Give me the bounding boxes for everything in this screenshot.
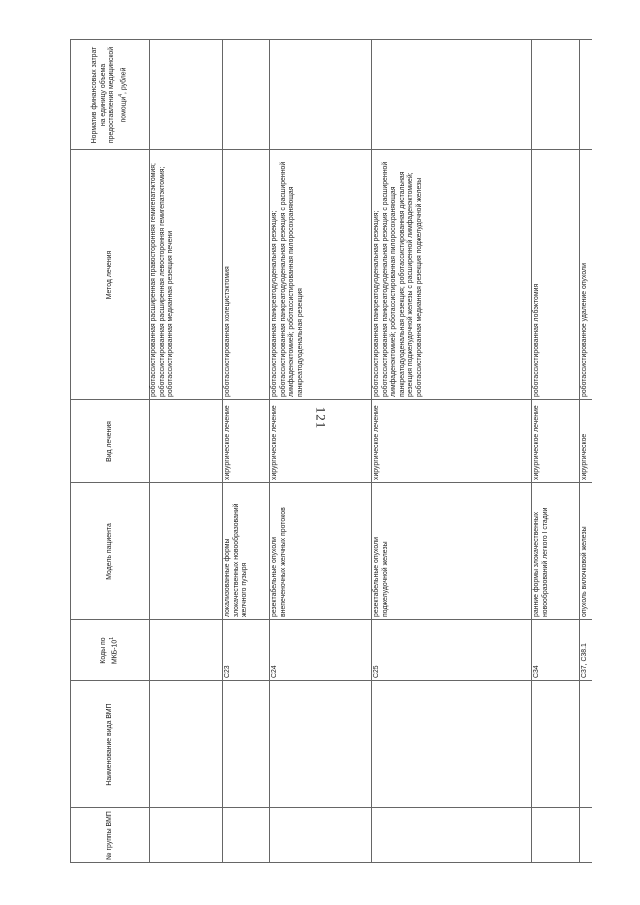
- cell-model: локализованные формы злокачественных новообразований желчного пузыря: [224, 503, 249, 617]
- table-row: [148, 40, 223, 863]
- cell-type: хирургическое лечение: [224, 405, 231, 480]
- cell-model: резектабельные опухоли поджелудочной железы: [373, 537, 389, 617]
- cell-model: опухоль вилочковой железы: [581, 526, 588, 617]
- cell-type: хирургическое: [581, 433, 588, 480]
- cell-code: [148, 620, 222, 681]
- table-row: [222, 40, 270, 863]
- header-model: Модель пациента: [105, 523, 113, 580]
- cell-model: резектабельные опухоли внепеченочных желчных протоков: [271, 507, 287, 617]
- cell-method: роботассистированная панкреатодуоденальная резекция; роботассистированная панкреатодуоденальная резекция с расширенной лимфаденэктомией; роботассистированная пилоросохраняющая панкреатодуоденальная резекция; роботассистированная дистальная резекция поджелудочной железы с расширенной лимфаденэктомией; роботассистированная медианная резекция поджелудочной железы: [373, 161, 423, 397]
- header-norm: Норматив финансовых затрат на единицу объема предоставления медицинской помощи$^4$, рублей: [91, 46, 128, 144]
- cell-method: роботассистированное удаление опухоли: [581, 263, 588, 397]
- table-row: [579, 40, 592, 863]
- cell-code: C25: [373, 665, 380, 678]
- header-codes: Коды по МКБ-$10^1$: [99, 636, 119, 665]
- cell-method: роботассистированная расширенная правосторонняя гемигепатэктомия; роботассистированная расширенная левосторонняя гемигепатэктомия; роботассистированная медианная резекция печени: [150, 163, 175, 397]
- cell-code: C34: [533, 665, 540, 678]
- cell-type: хирургическое лечение: [271, 405, 278, 480]
- cell-model: [148, 483, 222, 620]
- page-number-text: 121: [313, 406, 328, 430]
- table-header-row: [70, 40, 150, 863]
- table-row: [269, 40, 372, 863]
- header-name: Наименование вида ВМП: [105, 703, 113, 786]
- header-num: № группы ВМП: [105, 811, 113, 860]
- cell-code: C37, C38.1: [581, 643, 588, 678]
- cell-type: хирургическое лечение: [373, 405, 380, 480]
- table-row: [371, 40, 532, 863]
- cell-code: C23: [224, 665, 231, 678]
- cell-model: ранние формы злокачественных новообразований легкого I стадии: [533, 507, 549, 617]
- cell-method: роботассистированная холецистэктомия: [224, 266, 231, 397]
- rotated-table: [70, 40, 592, 863]
- cell-type: хирургическое лечение: [533, 405, 540, 480]
- cell-method: роботассистированная лобэктомия: [533, 283, 540, 397]
- cell-code: C24: [271, 665, 278, 678]
- header-type: Вид лечения: [105, 421, 113, 462]
- cell-type: [148, 400, 222, 483]
- table-row: [531, 40, 580, 863]
- cell-method: роботассистированная панкреатодуоденальная резекция; роботассистированная панкреатодуоденальная резекция с расширенной лимфаденэктомией; роботассистированная пилоросохраняющая панкреатодуоденальная резекция: [271, 161, 304, 397]
- header-method: Метод лечения: [105, 250, 113, 300]
